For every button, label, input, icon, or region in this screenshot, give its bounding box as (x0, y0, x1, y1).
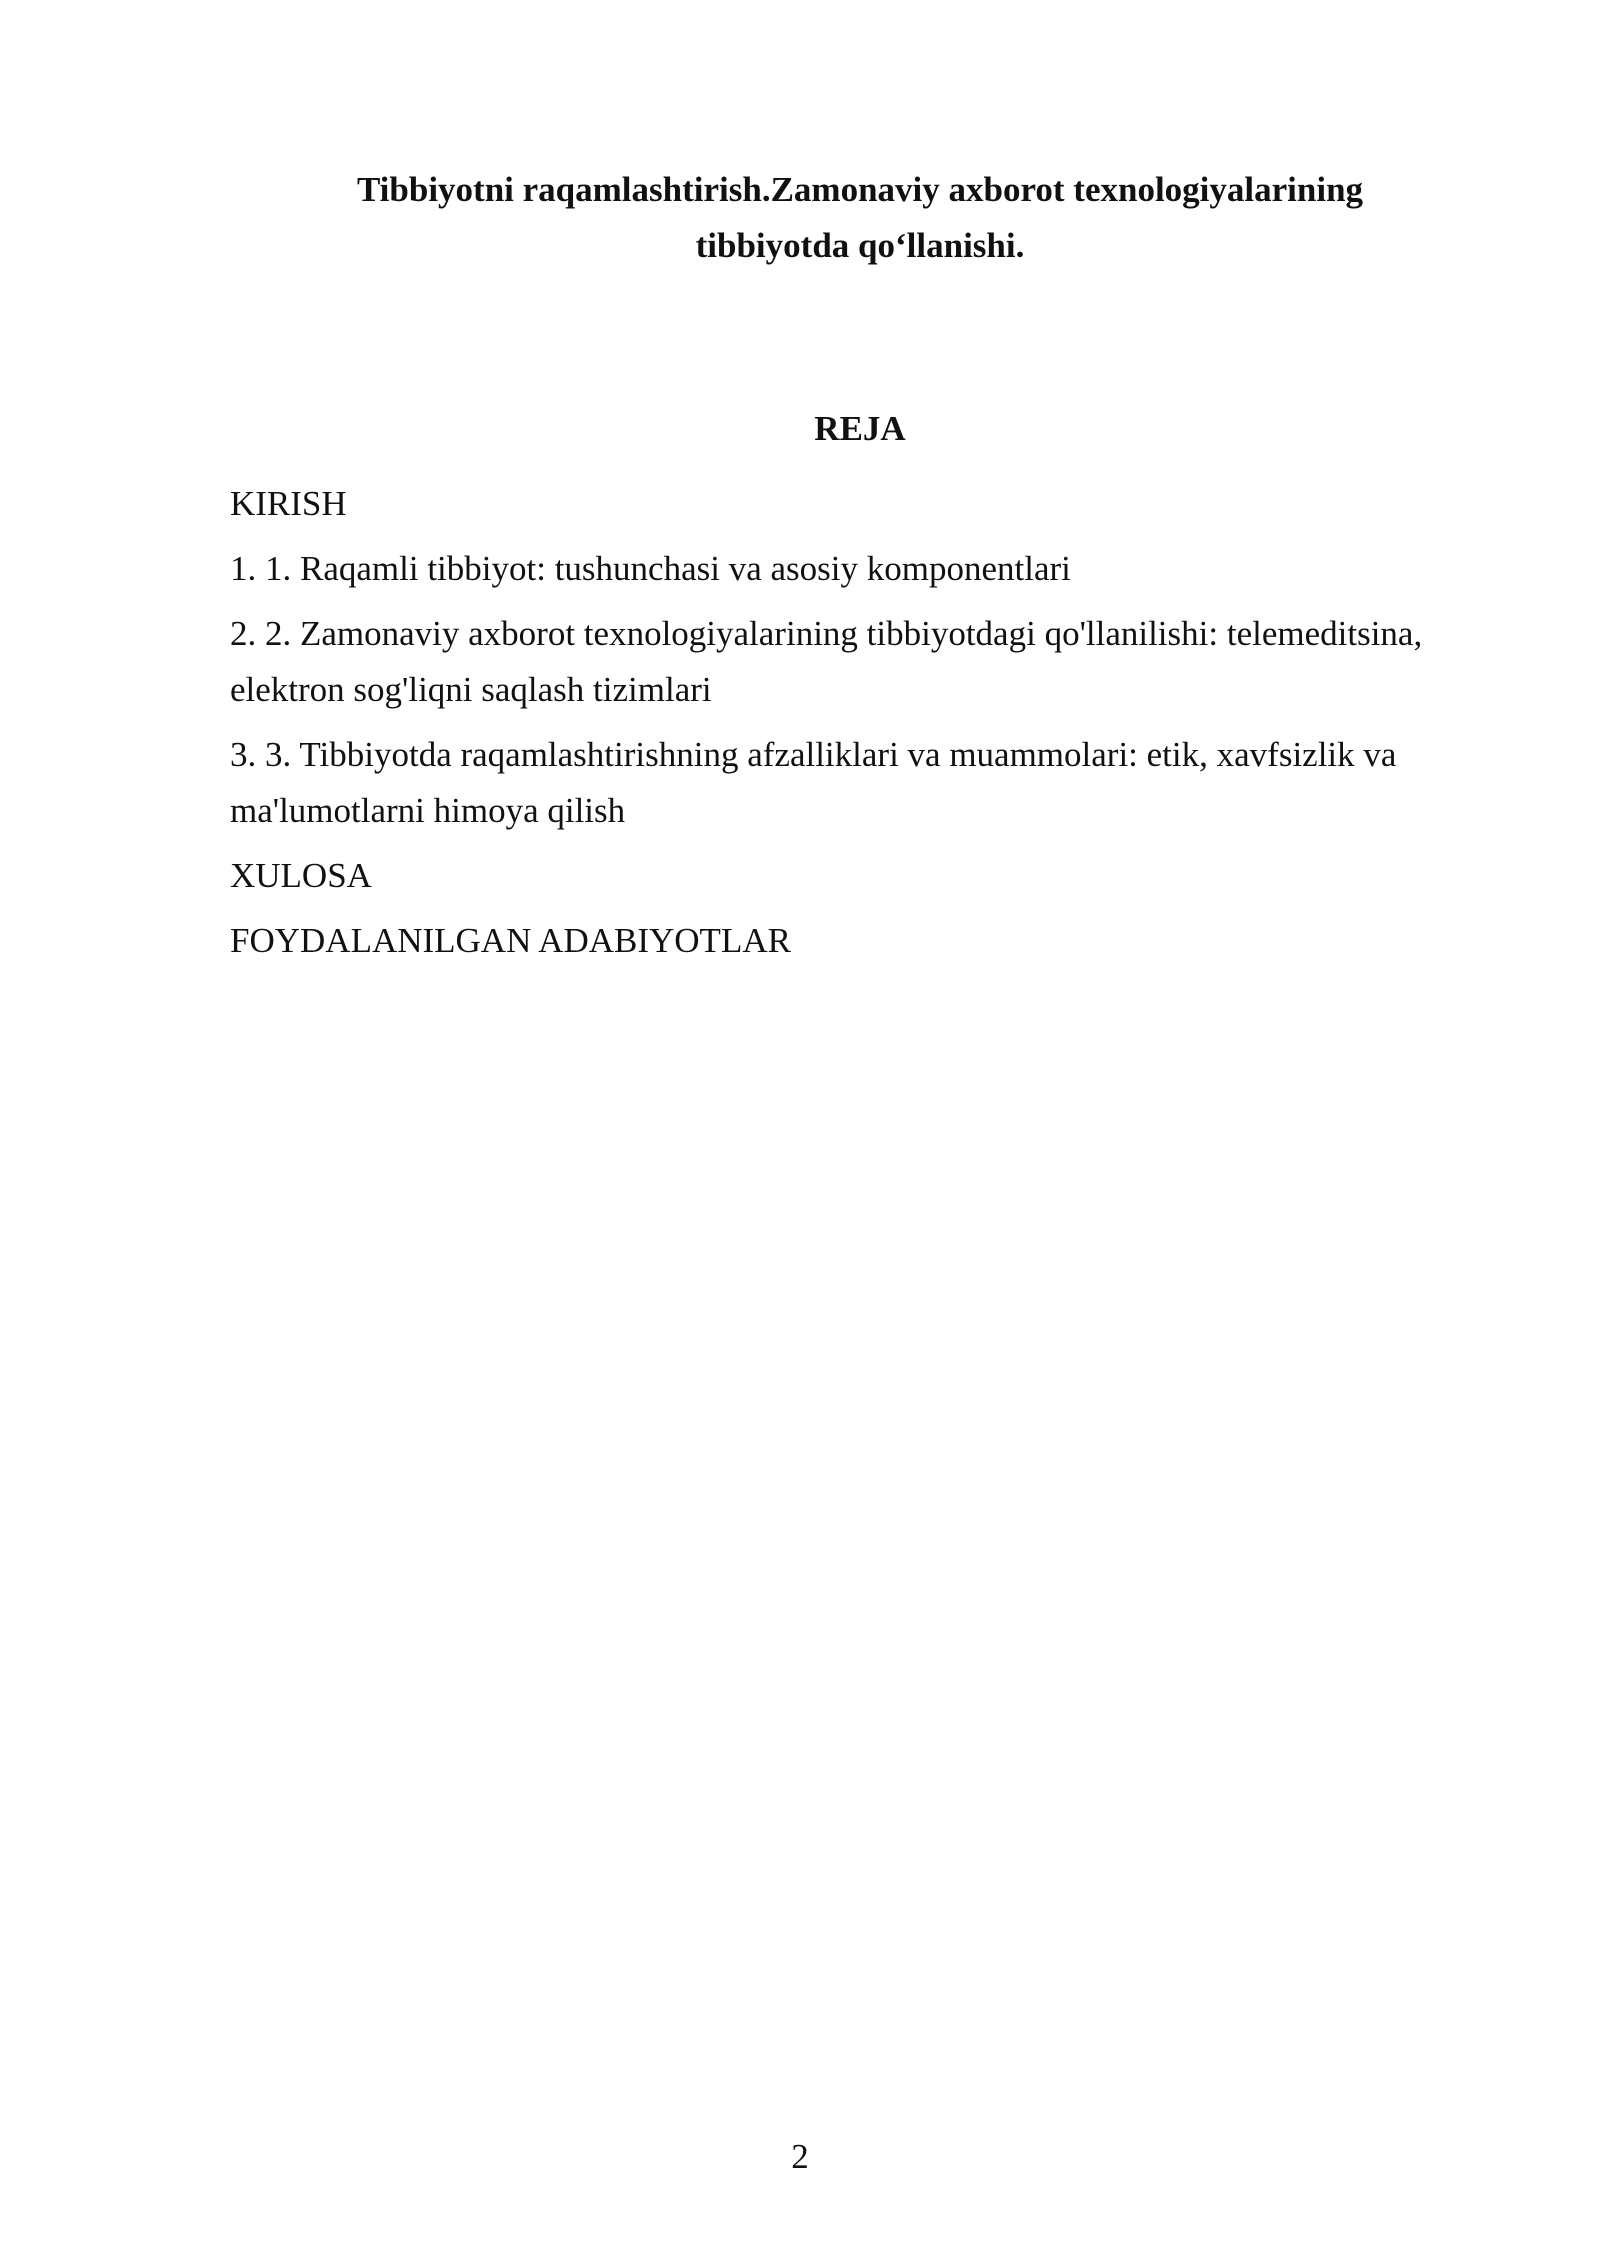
toc-item-references: FOYDALANILGAN ADABIYOTLAR (230, 921, 791, 960)
toc-item-section-1: 1. 1. Raqamli tibbiyot: tushunchasi va asosiy komponentlari (230, 549, 1071, 588)
toc-item-section-2: 2. 2. Zamonaviy axborot texnologiyalarining tibbiyotdagi qo'llanilishi: telemeditsina, elektron sog'liqni saqlash tizimlari (230, 614, 1423, 709)
toc-item-conclusion: XULOSA (230, 856, 372, 895)
toc-item-section-3: 3. 3. Tibbiyotda raqamlashtirishning afzalliklari va muammolari: etik, xavfsizlik va ma'lumotlarni himoya qilish (230, 735, 1397, 830)
document-title (230, 162, 1490, 274)
plan-heading: REJA (814, 409, 906, 448)
document-title-line-2: tibbiyotda qo‘llanishi. (695, 226, 1025, 265)
page-number: 2 (791, 2137, 809, 2176)
document-title-line-1: Tibbiyotni raqamlashtirish.Zamonaviy axborot texnologiyalarining (356, 170, 1364, 209)
table-of-contents (230, 476, 1500, 978)
toc-item-introduction: KIRISH (230, 484, 347, 523)
